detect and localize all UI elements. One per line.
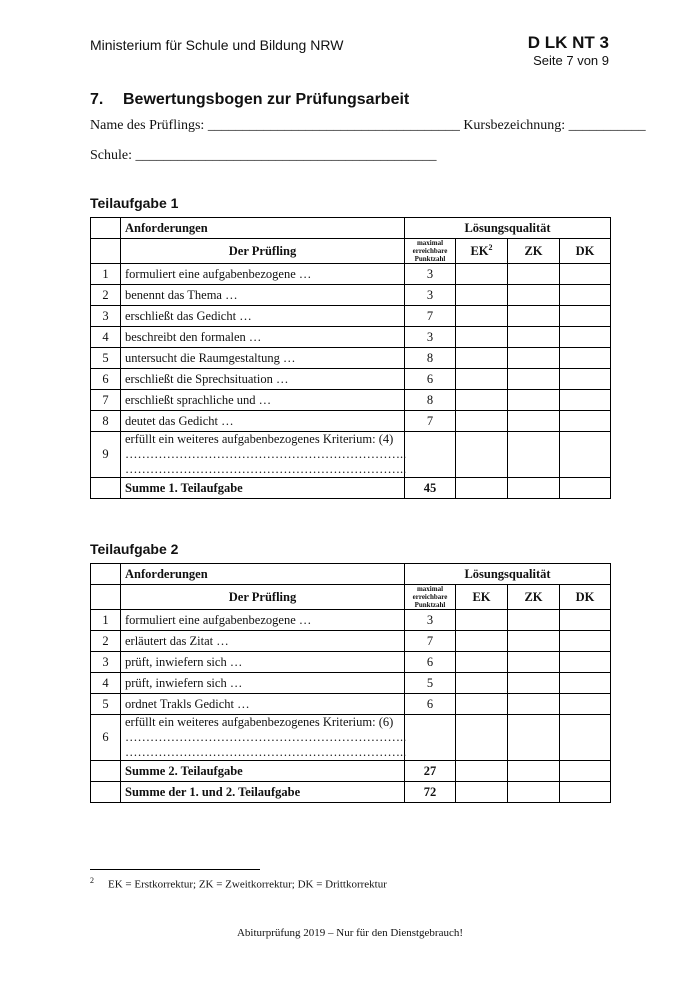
row-number: 3 [91, 652, 121, 673]
table-subheader-row [91, 585, 611, 610]
candidate-header: Der Prüfling [121, 239, 405, 264]
dk-cell[interactable] [560, 432, 611, 478]
dk-cell[interactable] [560, 631, 611, 652]
dk-cell[interactable] [560, 348, 611, 369]
total-label: Summe der 1. und 2. Teilaufgabe [121, 782, 405, 803]
criterion-text: prüft, inwiefern sich … [121, 673, 405, 694]
dk-header: DK [560, 239, 611, 264]
extra-criterion-text: erfüllt ein weiteres aufgabenbezogenes Kriterium: (6) ………………………………………………………….. ………………………………………………………….. [121, 715, 405, 761]
max-points: 7 [405, 306, 456, 327]
sum-points: 27 [405, 761, 456, 782]
part2-table [90, 563, 611, 803]
max-points-header: maximal erreichbare Punktzahl [405, 585, 456, 610]
criterion-text: erschließt das Gedicht … [121, 306, 405, 327]
zk-cell[interactable] [508, 264, 560, 285]
ek-cell[interactable] [456, 285, 508, 306]
max-points: 6 [405, 369, 456, 390]
dk-cell[interactable] [560, 478, 611, 499]
dk-cell[interactable] [560, 782, 611, 803]
ek-cell[interactable] [456, 390, 508, 411]
ek-cell[interactable] [456, 782, 508, 803]
dk-cell[interactable] [560, 264, 611, 285]
table-header-row [91, 564, 611, 585]
max-points: 3 [405, 264, 456, 285]
row-number: 1 [91, 610, 121, 631]
sum-row [91, 761, 611, 782]
ek-header: $EK^2$ [456, 239, 508, 264]
criterion-text: untersucht die Raumgestaltung … [121, 348, 405, 369]
table-row [91, 652, 611, 673]
dk-cell[interactable] [560, 652, 611, 673]
table-row [91, 348, 611, 369]
ek-header: EK [456, 585, 508, 610]
zk-cell[interactable] [508, 694, 560, 715]
max-points: 5 [405, 673, 456, 694]
document-code: D LK NT 3 [527, 33, 609, 52]
ek-cell[interactable] [456, 432, 508, 478]
total-row [91, 782, 611, 803]
row-number: 7 [91, 390, 121, 411]
criterion-text: erläutert das Zitat … [121, 631, 405, 652]
max-points: 3 [405, 327, 456, 348]
max-points: 8 [405, 390, 456, 411]
row-number: 2 [91, 631, 121, 652]
zk-cell[interactable] [508, 631, 560, 652]
dk-cell[interactable] [560, 327, 611, 348]
name-course-field: Name des Prüflings: ____________________________________ Kursbezeichnung: ___________ [90, 118, 646, 133]
table-subheader-row [91, 239, 611, 264]
zk-cell[interactable] [508, 478, 560, 499]
ek-cell[interactable] [456, 306, 508, 327]
dk-cell[interactable] [560, 285, 611, 306]
dk-cell[interactable] [560, 673, 611, 694]
extra-criterion-row [91, 715, 611, 761]
max-points: 7 [405, 631, 456, 652]
table-row [91, 390, 611, 411]
footnote-number: 2 [90, 876, 94, 885]
table-row [91, 694, 611, 715]
zk-cell[interactable] [508, 652, 560, 673]
zk-cell[interactable] [508, 411, 560, 432]
zk-cell[interactable] [508, 306, 560, 327]
dk-cell[interactable] [560, 369, 611, 390]
part1-table [90, 217, 611, 499]
sum-points: 45 [405, 478, 456, 499]
table-header-row [91, 218, 611, 239]
table-row [91, 673, 611, 694]
ek-cell[interactable] [456, 694, 508, 715]
section-number: 7. [90, 91, 104, 108]
extra-criterion-text: erfüllt ein weiteres aufgabenbezogenes Kriterium: (4) ………………………………………………………….. ………………………………………………………….. [121, 432, 405, 478]
ek-cell[interactable] [456, 369, 508, 390]
table-row [91, 631, 611, 652]
table-row [91, 610, 611, 631]
ek-cell[interactable] [456, 652, 508, 673]
quality-header: Lösungsqualität [405, 218, 611, 239]
zk-header: ZK [508, 239, 560, 264]
section-heading [90, 91, 409, 109]
dk-cell[interactable] [560, 390, 611, 411]
row-number: 1 [91, 264, 121, 285]
candidate-header: Der Prüfling [121, 585, 405, 610]
footnote-divider [90, 869, 260, 870]
row-number: 6 [91, 369, 121, 390]
extra-criterion-row [91, 432, 611, 478]
page-footer: Abiturprüfung 2019 – Nur für den Dienstgebrauch! [236, 927, 464, 939]
criterion-text: erschließt sprachliche und … [121, 390, 405, 411]
table-row [91, 306, 611, 327]
ek-cell[interactable] [456, 327, 508, 348]
zk-cell[interactable] [508, 432, 560, 478]
row-number: 2 [91, 285, 121, 306]
row-number: 6 [91, 715, 121, 761]
table-row [91, 327, 611, 348]
part2-title: Teilaufgabe 2 [90, 541, 179, 557]
ek-cell[interactable] [456, 631, 508, 652]
dk-header: DK [560, 585, 611, 610]
max-points: 6 [405, 652, 456, 673]
criterion-text: prüft, inwiefern sich … [121, 652, 405, 673]
page-number: Seite 7 von 9 [533, 53, 609, 68]
dk-cell[interactable] [560, 761, 611, 782]
criterion-text: deutet das Gedicht … [121, 411, 405, 432]
quality-header: Lösungsqualität [405, 564, 611, 585]
dk-cell[interactable] [560, 715, 611, 761]
sum-row [91, 478, 611, 499]
zk-cell[interactable] [508, 610, 560, 631]
zk-cell[interactable] [508, 285, 560, 306]
zk-cell[interactable] [508, 348, 560, 369]
total-points: 72 [405, 782, 456, 803]
max-points: 3 [405, 610, 456, 631]
zk-cell[interactable] [508, 715, 560, 761]
footnote-text: EK = Erstkorrektur; ZK = Zweitkorrektur; DK = Drittkorrektur [108, 878, 387, 891]
row-number: 3 [91, 306, 121, 327]
footnote-mark: 2 [488, 242, 493, 252]
ministry-name: Ministerium für Schule und Bildung NRW [90, 37, 344, 53]
ek-cell[interactable] [456, 610, 508, 631]
max-points: 6 [405, 694, 456, 715]
footnote [90, 876, 387, 891]
dk-cell[interactable] [560, 306, 611, 327]
ek-cell[interactable] [456, 673, 508, 694]
max-points: 7 [405, 411, 456, 432]
dk-cell[interactable] [560, 694, 611, 715]
dk-cell[interactable] [560, 411, 611, 432]
zk-cell[interactable] [508, 761, 560, 782]
table-row [91, 369, 611, 390]
sum-label: Summe 1. Teilaufgabe [121, 478, 405, 499]
requirements-header: Anforderungen [121, 218, 405, 239]
max-points: 3 [405, 285, 456, 306]
max-points-header: maximal erreichbare Punktzahl [405, 239, 456, 264]
ek-cell[interactable] [456, 715, 508, 761]
sum-label: Summe 2. Teilaufgabe [121, 761, 405, 782]
criterion-text: erschließt die Sprechsituation … [121, 369, 405, 390]
ek-cell[interactable] [456, 411, 508, 432]
row-number: 8 [91, 411, 121, 432]
criterion-text: benennt das Thema … [121, 285, 405, 306]
part1-title: Teilaufgabe 1 [90, 195, 179, 211]
max-points: 8 [405, 348, 456, 369]
section-title: Bewertungsbogen zur Prüfungsarbeit [123, 91, 410, 108]
dk-cell[interactable] [560, 610, 611, 631]
zk-cell[interactable] [508, 673, 560, 694]
ek-cell[interactable] [456, 264, 508, 285]
zk-cell[interactable] [508, 390, 560, 411]
ek-cell[interactable] [456, 348, 508, 369]
criterion-text: beschreibt den formalen … [121, 327, 405, 348]
row-number: 9 [91, 432, 121, 478]
ek-cell[interactable] [456, 478, 508, 499]
row-number: 5 [91, 348, 121, 369]
zk-cell[interactable] [508, 782, 560, 803]
zk-cell[interactable] [508, 327, 560, 348]
criterion-text: ordnet Trakls Gedicht … [121, 694, 405, 715]
criterion-text: formuliert eine aufgabenbezogene … [121, 264, 405, 285]
school-field: Schule: ___________________________________________ [90, 148, 437, 163]
row-number: 4 [91, 673, 121, 694]
ek-cell[interactable] [456, 761, 508, 782]
row-number: 4 [91, 327, 121, 348]
zk-cell[interactable] [508, 369, 560, 390]
zk-header: ZK [508, 585, 560, 610]
table-row [91, 411, 611, 432]
table-row [91, 285, 611, 306]
table-row [91, 264, 611, 285]
requirements-header: Anforderungen [121, 564, 405, 585]
row-number: 5 [91, 694, 121, 715]
criterion-text: formuliert eine aufgabenbezogene … [121, 610, 405, 631]
